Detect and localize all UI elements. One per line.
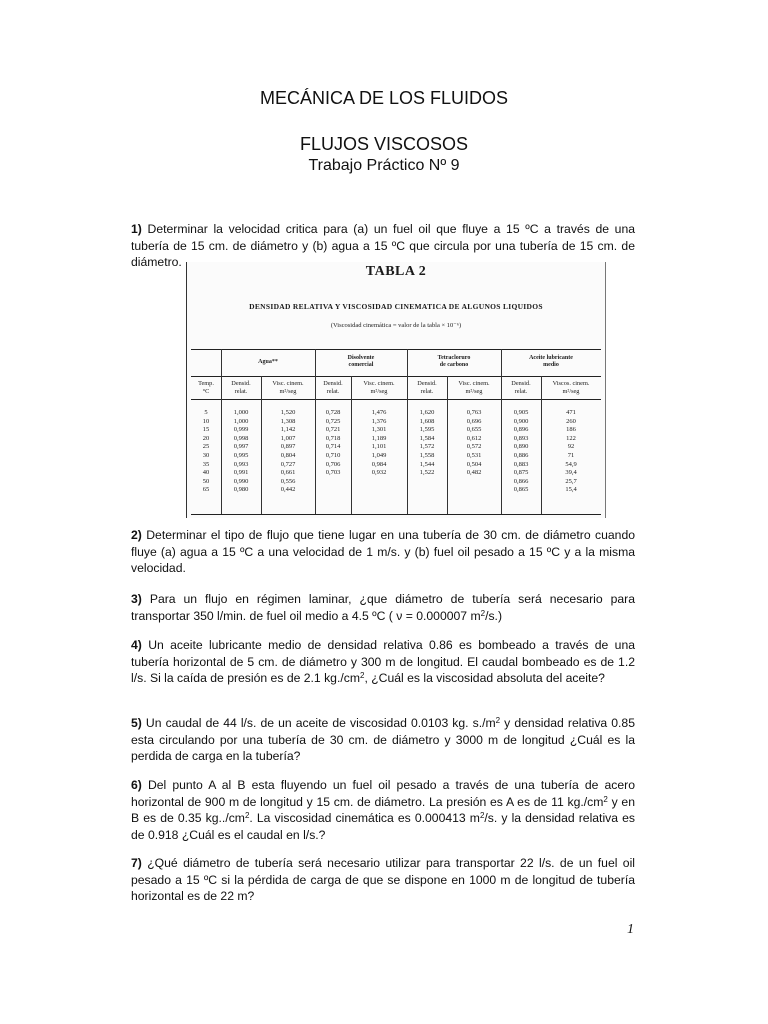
table-cell: 1,476 <box>371 409 387 416</box>
problem-number: 4) <box>131 638 142 652</box>
document-title: MECÁNICA DE LOS FLUIDOS <box>259 88 509 108</box>
table-cell: 50 <box>202 477 210 485</box>
table-cell: 1,000 <box>233 409 249 416</box>
table-cell: 0,980 <box>233 486 249 494</box>
table-cell: 0,875 <box>513 469 529 477</box>
table-cell: 1,522 <box>419 469 435 477</box>
table-cell: 10 <box>202 417 210 425</box>
problem-text: ¿Qué diámetro de tubería será necesario utilizar para transportar 22 l/s. de un fuel oil pesado a 15 ºC si la pérdida de carga de que se dispone en 1000 m de longitud de tubería horizontal es de 22 m? <box>131 856 635 903</box>
table-note: (Viscosidad cinemática = valor de la tabla × 10⁻⁶) <box>330 322 462 329</box>
table-cell: 0,728 <box>325 409 341 416</box>
table-cell: 1,595 <box>419 426 435 434</box>
problem-6 <box>131 777 635 843</box>
table-cell: 0,696 <box>466 417 482 425</box>
table-column-header: Densid. relat. <box>323 380 343 395</box>
problem-text: Del punto A al B esta fluyendo un fuel oil pesado a través de una tubería de acero horizontal de 900 m de longitud y 15 cm. de diámetro. La presión es A es de 11 kg./cm <box>131 778 635 809</box>
page-number: 1 <box>627 922 634 937</box>
table-column-header: Visc. cinem. m²/seg <box>458 380 490 395</box>
table-column-header: Temp. °C <box>198 380 214 395</box>
problem-text: Para un flujo en régimen laminar, ¿que diámetro de tubería será necesario para transportar 350 l/min. de fuel oil medio a 4.5 ºC ( ν = 0.000007 m <box>131 592 635 623</box>
table-cell: 0,865 <box>513 486 529 494</box>
table-cell: 0,661 <box>280 469 296 477</box>
table-cell: 1,572 <box>419 443 435 451</box>
table-heading: DENSIDAD RELATIVA Y VISCOSIDAD CINEMATICA DE ALGUNOS LIQUIDOS <box>249 302 543 311</box>
problem-text: Un caudal de 44 l/s. de un aceite de viscosidad 0.0103 kg. s./m <box>145 716 496 730</box>
table-cell: 0,504 <box>466 460 482 468</box>
problem-4 <box>131 637 635 687</box>
table-cell: 0,886 <box>513 452 529 459</box>
problem-number: 5) <box>131 716 142 730</box>
problem-7 <box>131 855 635 905</box>
table-cell: 40 <box>202 469 210 477</box>
table-cell: 20 <box>202 434 210 442</box>
table-cell: 0,883 <box>513 460 529 468</box>
table-cell: 1,558 <box>419 452 435 459</box>
problem-text: Determinar el tipo de flujo que tiene lugar en una tubería de 30 cm. de diámetro cuando fluye (a) agua a 15 ºC a una velocidad de 1 m/s. y (b) fuel oil pesado a 15 ºC y a la misma velocidad. <box>131 528 636 575</box>
table-group-heading: Agua** <box>258 359 278 365</box>
table-grid <box>191 349 601 514</box>
table-cell: 0,572 <box>466 443 482 451</box>
problem-text: . La viscosidad cinemática es 0.000413 m <box>249 811 480 825</box>
table-cell: 1,308 <box>280 417 296 425</box>
table-cell: 1,620 <box>419 409 435 416</box>
table-cell: 0,531 <box>466 452 482 459</box>
table-cell: 1,376 <box>371 417 387 425</box>
table-cell: 0,703 <box>325 469 341 477</box>
table-cell: 0,993 <box>233 460 249 468</box>
table-cell: 35 <box>202 460 210 468</box>
table-cell: 0,890 <box>513 443 529 451</box>
table-rule <box>191 514 601 515</box>
table-column-header: Visc. cinem. m²/seg <box>363 380 395 395</box>
superscript: 2 <box>480 608 486 618</box>
problem-number: 3) <box>131 592 142 606</box>
table-cell: 0,900 <box>513 417 529 425</box>
viscosity-table-image <box>186 262 606 518</box>
table-cell: 15,4 <box>565 486 577 494</box>
table-rule <box>191 376 601 377</box>
table-cell: 30 <box>202 452 210 459</box>
problem-number: 6) <box>131 778 142 792</box>
problem-2 <box>131 527 635 577</box>
table-cell: 1,301 <box>371 426 387 434</box>
problem-number: 2) <box>131 528 142 542</box>
table-cell: 0,893 <box>513 434 529 442</box>
table-cell: 0,612 <box>466 434 482 442</box>
table-cell: 0,710 <box>325 452 341 459</box>
problem-number: 7) <box>131 856 142 870</box>
table-cell: 92 <box>567 443 575 451</box>
table-cell: 0,932 <box>371 469 387 477</box>
table-rule <box>191 399 601 400</box>
table-cell: 0,897 <box>280 443 296 451</box>
table-cell: 0,995 <box>233 452 249 459</box>
table-cell: 0,763 <box>466 409 482 416</box>
table-column-header: Densid. relat. <box>511 380 531 395</box>
table-cell: 0,804 <box>280 452 296 459</box>
problem-text: /s.) <box>485 608 503 623</box>
table-cell: 471 <box>566 409 576 416</box>
superscript: 2 <box>495 716 501 725</box>
table-cell: 0,997 <box>233 443 249 451</box>
table-column-header: Visc. cinem. m²/seg <box>272 380 304 395</box>
table-cell: 0,896 <box>513 426 529 434</box>
table-cell: 25,7 <box>565 477 577 485</box>
problem-text: /s. y la densidad relativa es de 0.918 ¿Cuál es el caudal en l/s.? <box>131 811 635 842</box>
table-cell: 0,725 <box>325 417 341 425</box>
problem-text: Un aceite lubricante medio de densidad relativa 0.86 es bombeado a través de una tubería horizontal de 5 cm. de diámetro y 300 m de longitud. El caudal bombeado es de 1.2 l/s. Si la caída de presión es de 2.1 kg./cm <box>131 638 635 685</box>
table-cell: 1,049 <box>371 452 387 459</box>
table-cell: 0,442 <box>280 486 296 494</box>
table-column-header: Densid. relat. <box>417 380 437 395</box>
table-cell: 25 <box>202 443 210 451</box>
practical-subtitle: Trabajo Práctico Nº 9 <box>308 157 460 174</box>
table-cell: 54,9 <box>565 460 577 468</box>
table-group-heading: Tetracloruro de carbono <box>437 355 471 368</box>
table-cell: 0,984 <box>371 460 387 468</box>
table-cell: 0,482 <box>466 469 482 477</box>
table-cell: 1,520 <box>280 409 296 416</box>
table-cell: 0,721 <box>325 426 341 434</box>
problem-text: y en B es de 0.35 kg../cm <box>131 794 635 825</box>
table-column-header: Viscos. cinem. m²/seg <box>552 380 590 395</box>
table-cell: 1,608 <box>419 417 435 425</box>
table-cell: 0,556 <box>280 477 296 485</box>
table-cell: 260 <box>566 417 576 425</box>
problem-text: , ¿Cuál es la viscosidad absoluta del aceite? <box>364 671 605 685</box>
problem-text: y densidad relativa 0.85 esta circulando por una tubería de 30 cm. de diámetro y 3000 m de longitud ¿Cuál es la perdida de carga en la tubería? <box>131 716 635 763</box>
table-title: TABLA 2 <box>365 264 427 279</box>
table-rule <box>191 349 601 350</box>
table-cell: 0,718 <box>325 434 341 442</box>
table-cell: 0,655 <box>466 426 482 434</box>
table-group-heading: Disolvente comercial <box>347 355 375 368</box>
table-cell: 0,999 <box>233 426 249 434</box>
table-cell: 0,905 <box>513 409 529 416</box>
problem-text: Determinar la velocidad critica para (a) un fuel oil que fluye a 15 ºC a través de una tubería de 15 cm. de diámetro y (b) agua a 15 ºC que circula por una tubería de 15 cm. de diámetro. <box>131 222 636 269</box>
table-cell: 65 <box>202 486 210 494</box>
problem-number: 1) <box>131 222 142 236</box>
superscript: 2 <box>244 811 250 820</box>
topic-title: FLUJOS VISCOSOS <box>299 134 469 154</box>
problem-3 <box>131 591 635 624</box>
table-cell: 1,007 <box>280 434 296 442</box>
table-column-header: Densid. relat. <box>231 380 251 395</box>
table-cell: 1,101 <box>371 443 387 451</box>
table-cell: 186 <box>566 426 576 434</box>
table-cell: 15 <box>202 426 210 434</box>
table-cell: 122 <box>566 434 576 442</box>
table-cell: 1,584 <box>419 434 435 442</box>
table-cell: 1,000 <box>233 417 249 425</box>
table-cell: 0,866 <box>513 477 529 485</box>
table-cell: 0,991 <box>233 469 249 477</box>
superscript: 2 <box>359 671 365 680</box>
table-cell: 71 <box>567 452 575 459</box>
table-cell: 0,706 <box>325 460 341 468</box>
table-cell: 1,544 <box>419 460 435 468</box>
problem-5 <box>131 715 635 765</box>
table-cell: 1,189 <box>371 434 387 442</box>
superscript: 2 <box>603 794 608 804</box>
table-cell: 0,727 <box>280 460 296 468</box>
table-cell: 0,714 <box>325 443 341 451</box>
table-cell: 0,998 <box>233 434 249 442</box>
table-cell: 0,990 <box>233 477 249 485</box>
table-cell: 5 <box>204 409 208 416</box>
table-cell: 39,4 <box>565 469 577 477</box>
table-cell: 1,142 <box>280 426 296 434</box>
table-group-heading: Aceite lubricante medio <box>529 355 573 368</box>
superscript: 2 <box>479 811 485 820</box>
